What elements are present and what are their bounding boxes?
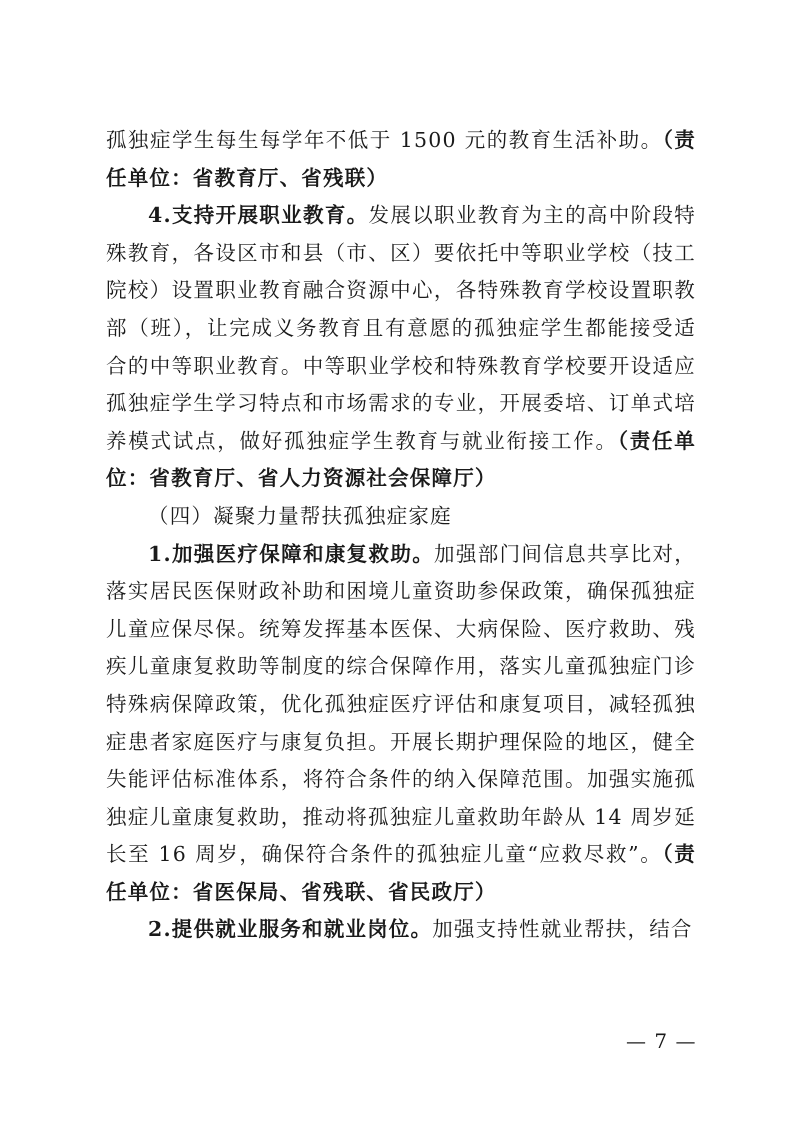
responsible-units: （责任单位：省教育厅、省残联） [106,128,696,190]
paragraph-text: 发展以职业教育为主的高中阶段特殊教育，各设区市和县（市、区）要依托中等职业学校（技工院校）设置职业教育融合资源中心，各特殊教育学校设置职教部（班），让完成义务教育且有意愿的孤独症学生都能接受适合的中等职业教育。中等职业学校和特殊教育学校要开设适应孤独症学生学习特点和市场需求的专业，开展委培、订单式培养模式试点，做好孤独症学生教育与就业衔接工作。 [106,203,696,453]
document-body [106,122,696,949]
paragraph-title: 4.支持开展职业教育。 [148,203,369,228]
responsible-units: （责任单位：省教育厅、省人力资源社会保障厅） [106,428,696,491]
responsible-units: （责任单位：省医保局、省残联、省民政厅） [106,842,696,904]
paragraph-text: 加强支持性就业帮扶，结合 [432,917,693,942]
section-heading: （四）凝聚力量帮扶孤独症家庭 [148,503,452,528]
paragraph-employment-services [106,911,696,949]
paragraph-text: 孤独症学生每生每学年不低于 1500 元的教育生活补助。 [106,128,663,152]
paragraph-medical-security [106,536,696,912]
paragraph-title: 2.提供就业服务和就业岗位。 [148,917,433,942]
paragraph-title: 1.加强医疗保障和康复救助。 [148,541,435,566]
page-number: — 7 — [626,1029,697,1053]
paragraph-vocational-education [106,197,696,498]
paragraph-education-subsidy [106,122,696,197]
paragraph-text: 加强部门间信息共享比对，落实居民医保财政补助和困境儿童资助参保政策，确保孤独症儿童应保尽保。统筹发挥基本医保、大病保险、医疗救助、残疾儿童康复救助等制度的综合保障作用，落实儿童孤独症门诊特殊病保障政策，优化孤独症医疗评估和康复项目，减轻孤独症患者家庭医疗与康复负担。开展长期护理保险的地区，健全失能评估标准体系，将符合条件的纳入保障范围。加强实施孤独症儿童康复救助，推动将孤独症儿童救助年龄从 14 周岁延长至 16 周岁，确保符合条件的孤独症儿童“应救尽救”。 [106,541,697,867]
